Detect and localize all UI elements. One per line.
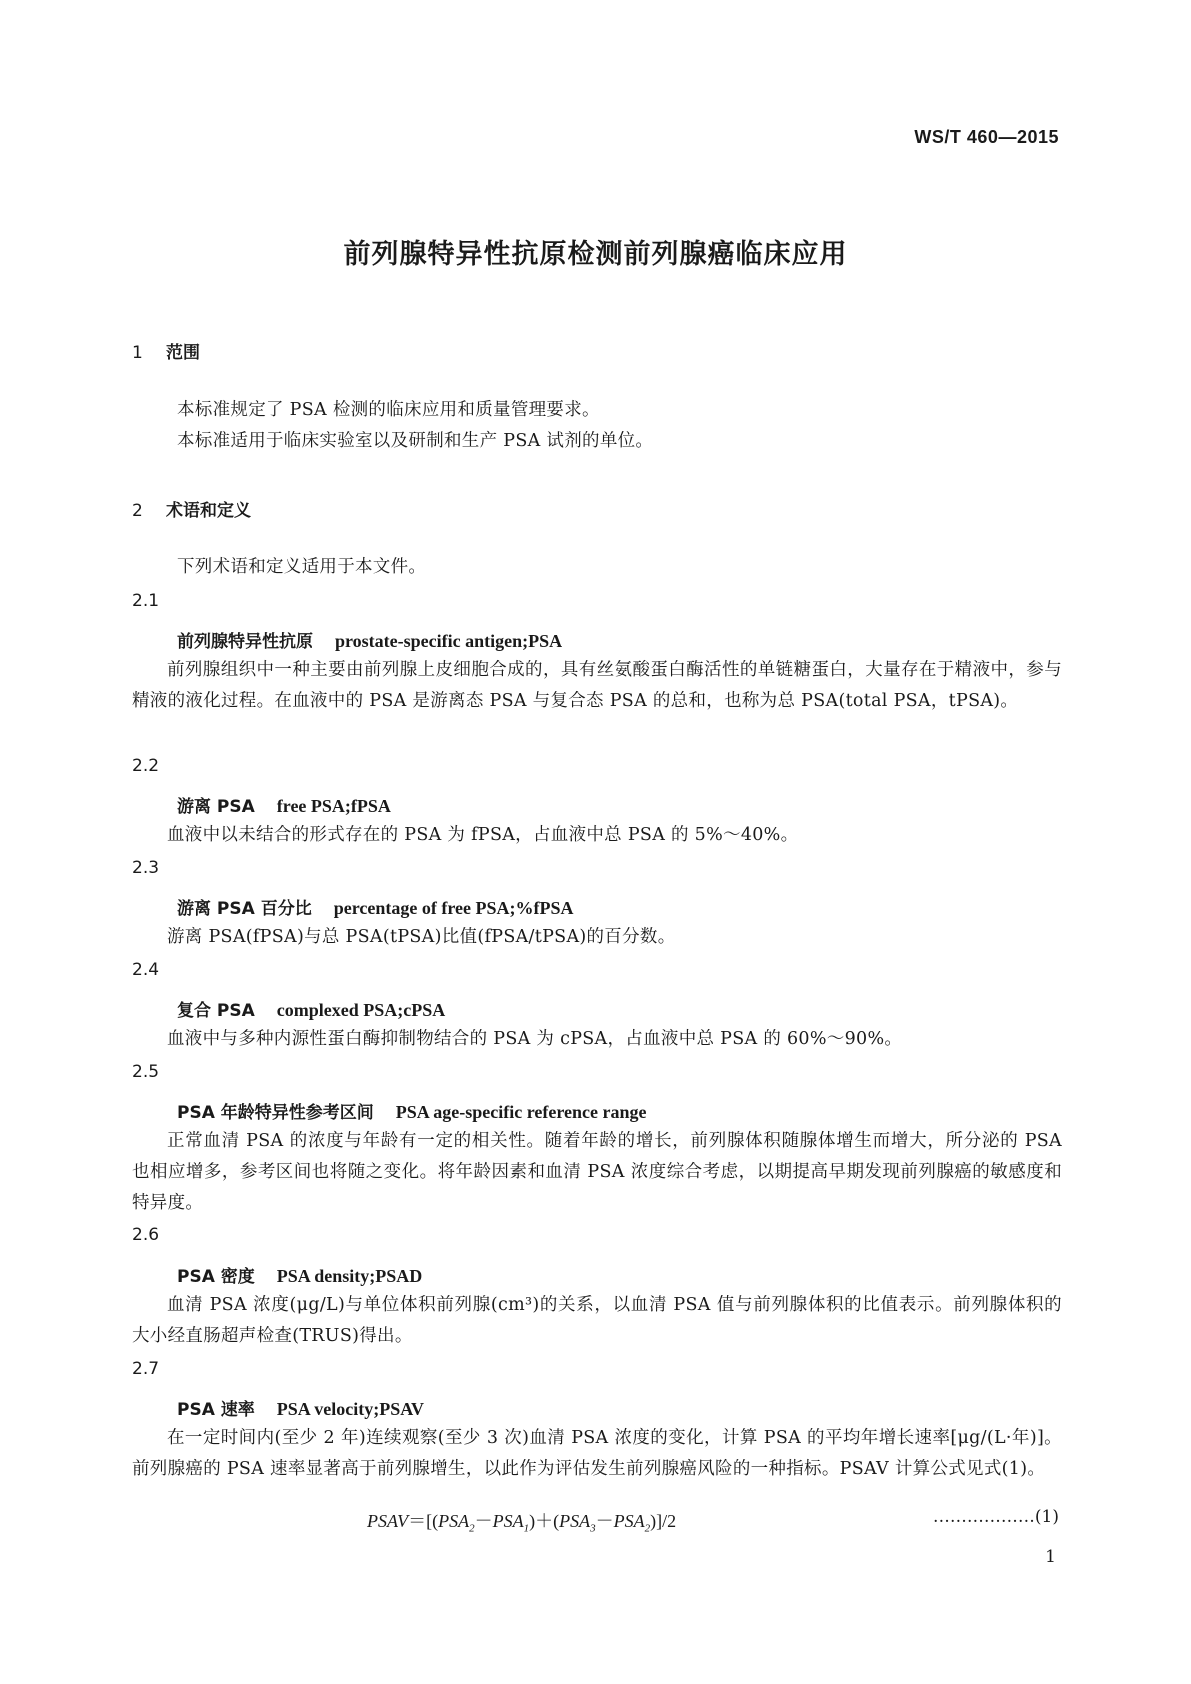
term-heading xyxy=(177,996,445,1021)
term-chinese: 游离 PSA 百分比 xyxy=(177,899,312,919)
section-2-number: 2 xyxy=(132,501,143,521)
formula-subscript: 1 xyxy=(523,1522,530,1535)
term-number: 2.1 xyxy=(132,591,160,611)
term-definition: 在一定时间内(至少 2 年)连续观察(至少 3 次)血清 PSA 浓度的变化，计算 PSA 的平均年增长速率[μg/(L·年)]。前列腺癌的 PSA 速率显著高于前列腺增生，以此作为评估发生前列腺癌风险的一种指标。PSAV 计算公式见式(1)。 xyxy=(132,1428,1062,1479)
term-heading xyxy=(177,1098,647,1123)
formula-term: PSA xyxy=(559,1511,591,1531)
term-heading xyxy=(177,1395,424,1420)
term-heading xyxy=(177,894,573,919)
term-chinese: 复合 PSA xyxy=(177,1001,255,1021)
section-1-heading xyxy=(132,338,200,363)
term-heading xyxy=(177,627,562,652)
term-number: 2.7 xyxy=(132,1359,160,1379)
term-definition: 正常血清 PSA 的浓度与年龄有一定的相关性。随着年龄的增长，前列腺体积随腺体增生而增大，所分泌的 PSA 也相应增多，参考区间也将随之变化。将年龄因素和血清 PSA 浓度综合考虑，以期提高早期发现前列腺癌的敏感度和特异度。 xyxy=(132,1131,1062,1213)
term-definition: 血液中以未结合的形式存在的 PSA 为 fPSA，占血液中总 PSA 的 5%～40%。 xyxy=(167,825,799,845)
term-chinese: 前列腺特异性抗原 xyxy=(177,632,313,652)
formula-subscript: 3 xyxy=(590,1522,596,1535)
section-2-title: 术语和定义 xyxy=(166,501,251,521)
term-definition: 游离 PSA(fPSA)与总 PSA(tPSA)比值(fPSA/tPSA)的百分数。 xyxy=(167,927,676,947)
formula-minus: － xyxy=(595,1511,614,1531)
term-number: 2.2 xyxy=(132,756,160,776)
formula-subscript: 2 xyxy=(644,1522,651,1535)
psav-formula xyxy=(367,1507,676,1535)
section-1-paragraph-1: 本标准规定了 PSA 检测的临床应用和质量管理要求。 xyxy=(177,400,600,420)
formula-term: PSA xyxy=(492,1511,524,1531)
term-definition: 血清 PSA 浓度(μg/L)与单位体积前列腺(cm³)的关系，以血清 PSA 值与前列腺体积的比值表示。前列腺体积的大小经直肠超声检查(TRUS)得出。 xyxy=(132,1295,1062,1346)
section-1-number: 1 xyxy=(132,343,143,363)
section-1-title: 范围 xyxy=(166,343,200,363)
formula-number: ………………(1) xyxy=(932,1507,1059,1527)
term-definition: 血液中与多种内源性蛋白酶抑制物结合的 PSA 为 cPSA，占血液中总 PSA 的 60%～90%。 xyxy=(167,1029,903,1049)
standard-code: WS/T 460—2015 xyxy=(914,127,1059,147)
formula-mid: )＋( xyxy=(529,1511,560,1531)
term-heading xyxy=(177,1262,422,1287)
term-english: percentage of free PSA;%fPSA xyxy=(333,898,574,918)
term-heading xyxy=(177,792,391,817)
term-number: 2.4 xyxy=(132,960,160,980)
formula-tail: )]/2 xyxy=(650,1511,677,1531)
term-number: 2.5 xyxy=(132,1062,160,1082)
term-chinese: PSA 年龄特异性参考区间 xyxy=(177,1103,374,1123)
formula-term: PSA xyxy=(438,1511,470,1531)
formula-subscript: 2 xyxy=(469,1522,475,1535)
document-title: 前列腺特异性抗原检测前列腺癌临床应用 xyxy=(343,239,848,270)
term-english: prostate-specific antigen;PSA xyxy=(335,631,563,651)
term-english: PSA age-specific reference range xyxy=(395,1102,647,1122)
term-chinese: PSA 密度 xyxy=(177,1267,255,1287)
section-2-heading xyxy=(132,496,251,521)
section-2-intro: 下列术语和定义适用于本文件。 xyxy=(177,557,427,577)
formula-minus: － xyxy=(474,1511,493,1531)
term-english: PSA density;PSAD xyxy=(276,1266,423,1286)
formula-lhs: PSAV xyxy=(367,1511,409,1531)
section-1-paragraph-2: 本标准适用于临床实验室以及研制和生产 PSA 试剂的单位。 xyxy=(177,431,654,451)
term-definition: 前列腺组织中一种主要由前列腺上皮细胞合成的，具有丝氨酸蛋白酶活性的单链糖蛋白，大量存在于精液中，参与精液的液化过程。在血液中的 PSA 是游离态 PSA 与复合态 PSA 的总和，也称为总 PSA(total PSA，tPSA)。 xyxy=(132,660,1062,711)
formula-eq: ＝[( xyxy=(408,1511,439,1531)
term-english: complexed PSA;cPSA xyxy=(276,1000,446,1020)
term-number: 2.3 xyxy=(132,858,160,878)
term-chinese: PSA 速率 xyxy=(177,1400,255,1420)
term-number: 2.6 xyxy=(132,1225,160,1245)
page-number: 1 xyxy=(1045,1547,1056,1567)
formula-term: PSA xyxy=(613,1511,645,1531)
term-chinese: 游离 PSA xyxy=(177,797,255,817)
term-english: free PSA;fPSA xyxy=(276,796,391,816)
term-english: PSA velocity;PSAV xyxy=(276,1399,424,1419)
